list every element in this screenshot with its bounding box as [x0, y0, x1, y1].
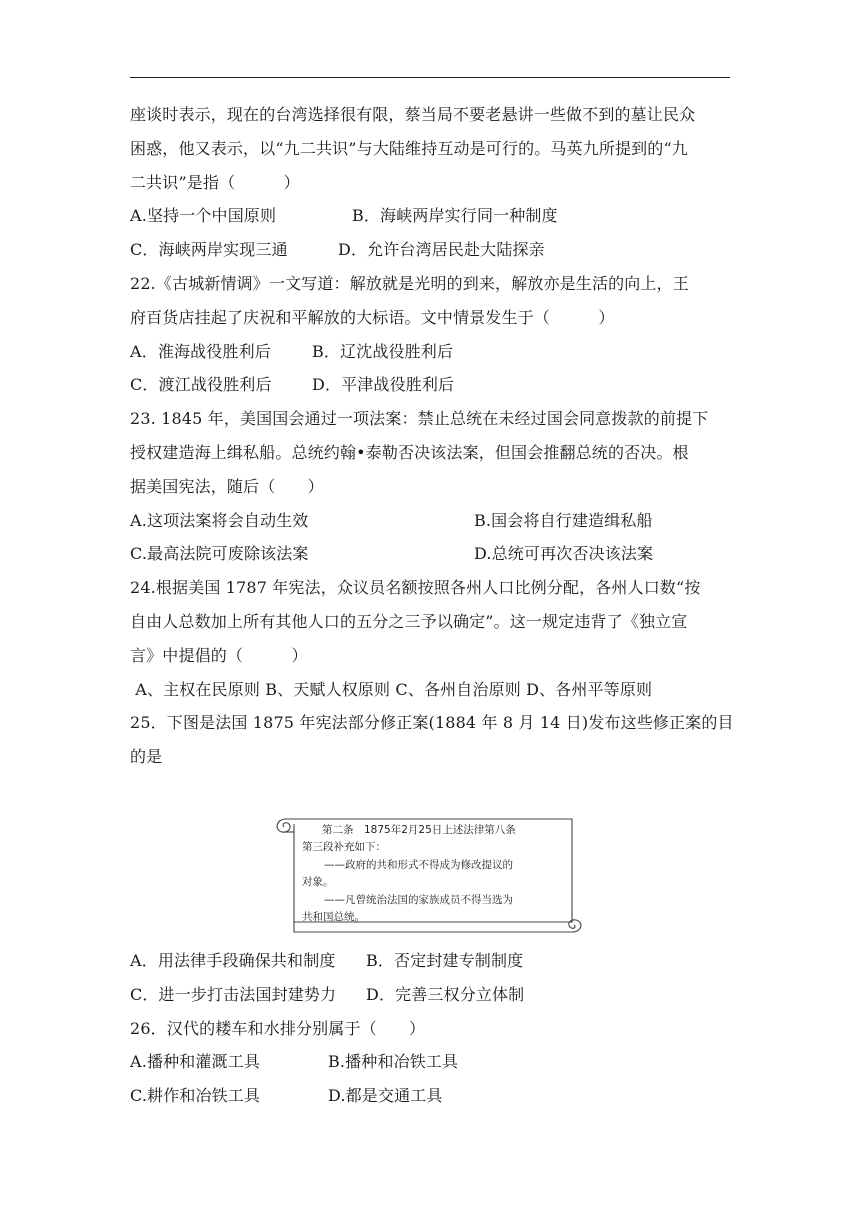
q23-option-b: B.国会将自行建造缉私船 [474, 510, 653, 530]
q25-option-c: C．进一步打击法国封建势力 [130, 984, 337, 1004]
q21-text-line-3: 二共识”是指（ ） [130, 172, 300, 192]
q25-option-b: B．否定封建专制制度 [366, 950, 524, 970]
q21-options-row-2 [130, 233, 735, 267]
q26-option-a: A.播种和灌溉工具 [130, 1052, 260, 1072]
q21-text-line-2: 困惑，他又表示，以“九二共识”与大陆维持互动是可行的。马英九所提到的“九 [130, 138, 688, 158]
q24-text-line-1: 24.根据美国 1787 年宪法，众议员名额按照各州人口比例分配，各州人口数“按 [130, 578, 701, 598]
q23-option-c: C.最高法院可废除该法案 [130, 544, 309, 564]
q23-text-line-1: 23. 1845 年，美国国会通过一项法案：禁止总统在未经过国会同意拨款的前提下 [130, 409, 709, 429]
q21-option-a: A.坚持一个中国原则 [130, 206, 277, 226]
q23-option-d: D.总统可再次否决该法案 [474, 544, 654, 564]
q21-options-row-1 [130, 199, 735, 233]
q26-option-c: C.耕作和冶铁工具 [130, 1086, 261, 1106]
q25-figure [130, 774, 735, 944]
q22-text-line-2: 府百货店挂起了庆祝和平解放的大标语。文中情景发生于（ ） [130, 307, 615, 327]
q22-options-row-1 [130, 335, 735, 369]
scroll-line-2: 第三段补充如下： [302, 841, 386, 854]
q23-text-line-2: 授权建造海上缉私船。总统约翰•泰勒否决该法案，但国会推翻总统的否决。根 [130, 442, 689, 462]
q22-text-line-1: 22.《古城新情调》一文写道：解放就是光明的到来，解放亦是生活的向上，王 [130, 273, 689, 293]
q22-option-c: C．渡江战役胜利后 [130, 375, 272, 395]
q25-option-a: A．用法律手段确保共和制度 [130, 950, 336, 970]
q26-option-b: B.播种和冶铁工具 [328, 1052, 459, 1072]
q24-text-line-3: 言》中提倡的（ ） [130, 645, 308, 665]
q25-text-line-2: 的是 [130, 747, 163, 767]
q26-options-row-2 [130, 1079, 735, 1113]
q25-options-row-2 [130, 978, 735, 1012]
scroll-document-figure [272, 810, 586, 944]
q24-options: A、主权在民原则 B、天赋人权原则 C、各州自治原则 D、各州平等原则 [130, 679, 653, 699]
q21-option-d: D．允许台湾居民赴大陆探亲 [338, 240, 545, 260]
q26-options-row-1 [130, 1045, 735, 1079]
q21-option-b: B．海峡两岸实行同一种制度 [352, 206, 558, 226]
q25-option-d: D．完善三权分立体制 [366, 984, 525, 1004]
q25-options-row-1 [130, 944, 735, 978]
scroll-line-1: 第二条 1875年2月25日上述法律第八条 [322, 823, 516, 836]
q24-text-line-2: 自由人总数加上所有其他人口的五分之三予以确定”。这一规定违背了《独立宣 [130, 611, 688, 631]
q22-options-row-2 [130, 368, 735, 402]
scroll-line-3: ——政府的共和形式不得成为修改提议的 [324, 858, 513, 871]
q26-option-d: D.都是交通工具 [328, 1086, 443, 1106]
scroll-text [302, 822, 560, 927]
q23-options-row-1 [130, 504, 735, 538]
q26-text-line-1: 26．汉代的耧车和水排分别属于（ ） [130, 1018, 426, 1038]
scroll-line-6: 共和国总统。 [302, 911, 365, 924]
q23-options-row-2 [130, 537, 735, 571]
q21-option-c: C．海峡两岸实现三通 [130, 240, 288, 260]
q21-text-line-1: 座谈时表示，现在的台湾选择很有限，蔡当局不要老悬讲一些做不到的墓让民众 [130, 105, 696, 124]
q25-text-line-1: 25．下图是法国 1875 年宪法部分修正案(1884 年 8 月 14 日)发布这些修正案的目 [130, 713, 734, 733]
q22-option-b: B．辽沈战役胜利后 [312, 341, 454, 361]
q22-option-d: D．平津战役胜利后 [312, 375, 455, 395]
q23-option-a: A.这项法案将会自动生效 [130, 510, 309, 530]
exam-page-content [130, 98, 735, 1113]
scroll-line-5: ——凡曾统治法国的家族成员不得当选为 [324, 893, 513, 906]
header-rule [130, 77, 730, 78]
scroll-line-4: 对象。 [302, 876, 334, 889]
q23-text-line-3: 据美国宪法，随后（ ） [130, 476, 324, 496]
q22-option-a: A．淮海战役胜利后 [130, 341, 271, 361]
